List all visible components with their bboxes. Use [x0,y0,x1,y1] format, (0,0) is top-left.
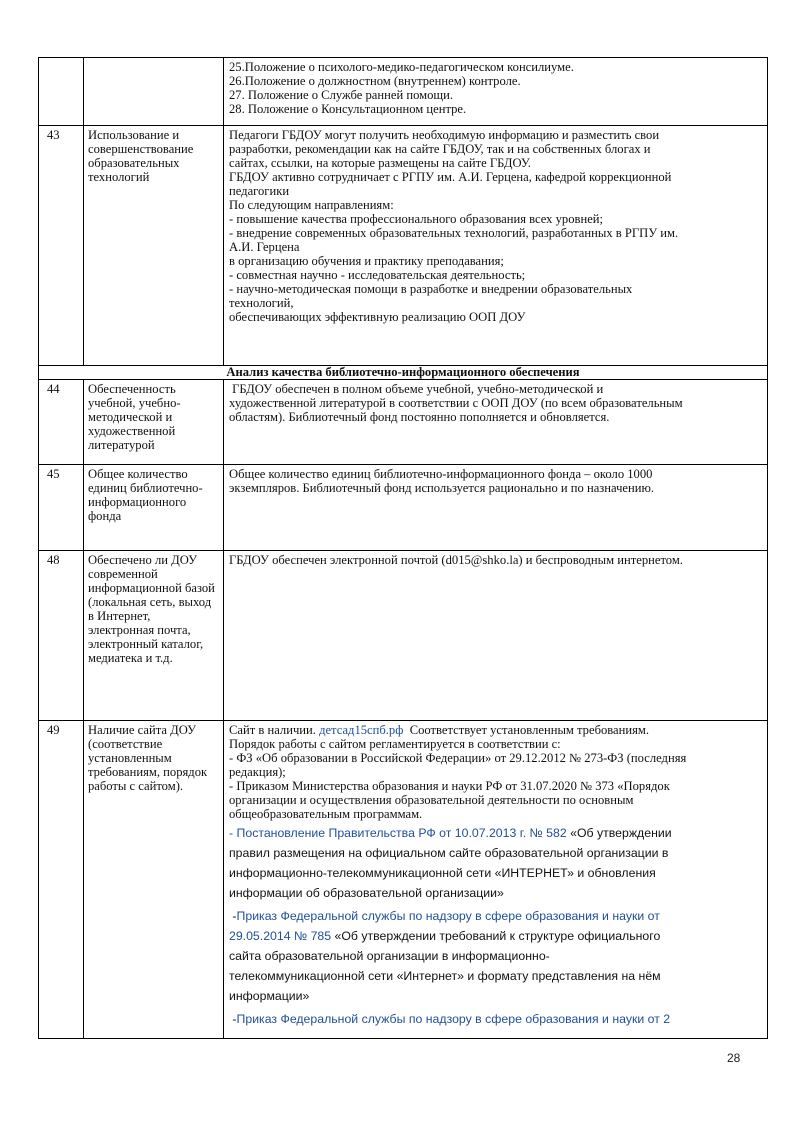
table-row [39,380,768,465]
order-paragraph: -Приказ Федеральной службы по надзору в сфере образования и науки от 2 [229,1012,671,1026]
table-row [39,126,768,366]
row-content: Педагоги ГБДОУ могут получить необходимую информацию и разместить свои разработки, рекомендации как на сайте ГБДОУ, так и на собственных блогах и сайтах, ссылки, на которые размещены на сайте ГБДОУ. ГБДОУ активно сотрудничает с РГПУ им. А.И. Герцена, кафедрой коррекционной педагогики По следующим направлениям: - повышение качества профессионального образования всех уровней; - внедрение современных образовательных технологий, разработанных в РГПУ им. А.И. Герцена в организацию обучения и практику преподавания; - совместная научно - исследовательская деятельность; - научно-методическая помощи в разработке и внедрении образовательных технологий, обеспечивающих эффективную реализацию ООП ДОУ [224,126,768,366]
order-link-date[interactable]: 29.05.2014 № 785 [229,929,332,943]
row-title: Обеспечено ли ДОУ современной информационной базой (локальная сеть, выход в Интернет, электронная почта, электронный каталог, медиатека и т.д. [84,551,224,721]
table-row [39,58,768,126]
row-content: Сайт в наличии. детсад15спб.рф Соответствует установленным требованиям. Порядок работы с сайтом регламентируется в соответствии с: - ФЗ «Об образовании в Российской Федерации» от 29.12.2012 № 273-ФЗ (последняя редакция); - Приказом Министерства образования и науки РФ от 31.07.2020 № 373 «Порядок организации и осуществления образовательной деятельности по основным общеобразовательным программам. - Постановление Правительства РФ от 10.07.2013 г. № 582 «Об утверждении правил размещения на официальном сайте образовательной организации в информационно-телекоммуникационной сети «ИНТЕРНЕТ» и обновления информации об образовательной организации» -Приказ Федеральной службы по надзору в сфере образования и науки от 29.05.2014 № 785 «Об утверждении требований к структуре официального сайта образовательной организации в информационно- телекоммуникационной сети «Интернет» и формату представления на нём информации» -Приказ Федеральной службы по надзору в сфере образования и науки от 2 [224,721,768,1039]
report-table [38,57,768,1039]
row-content-cell: 25.Положение о психолого-медико-педагогическом консилиуме. 26.Положение о должностном (внутреннем) контроле. 27. Положение о Службе ранней помощи. 28. Положение о Консультационном центре. [224,58,768,126]
row-title: Наличие сайта ДОУ (соответствие установленным требованиям, порядок работы с сайтом). [84,721,224,1039]
row-title: Общее количество единиц библиотечно-информационного фонда [84,465,224,551]
row-title: Обеспеченность учебной, учебно-методической и художественной литературой [84,380,224,465]
row-title-cell [84,58,224,126]
section-heading: Анализ качества библиотечно-информационного обеспечения [39,366,768,380]
table-row [39,721,768,1039]
row-content: Общее количество единиц библиотечно-информационного фонда – около 1000 экземпляров. Библиотечный фонд используется рационально и по назначению. [224,465,768,551]
decree-link[interactable]: - Постановление Правительства РФ от 10.07.2013 г. № 582 [229,826,571,840]
order-link[interactable]: Приказ Федеральной службы по надзору в сфере образования и науки от [236,909,660,923]
decree-paragraph: - Постановление Правительства РФ от 10.07.2013 г. № 582 «Об утверждении правил размещения на официальном сайте образовательной организации в информационно-телекоммуникационной сети «ИНТЕРНЕТ» и обновления информации об образовательной организации» [229,826,672,900]
row-number: 44 [39,380,84,465]
row-number: 45 [39,465,84,551]
page-number: 28 [727,1051,741,1065]
site-link[interactable]: детсад15спб.рф [319,723,404,737]
row-title: Использование и совершенствование образовательных технологий [84,126,224,366]
order-paragraph: -Приказ Федеральной службы по надзору в сфере образования и науки от 29.05.2014 № 785 «Об утверждении требований к структуре официального сайта образовательной организации в информационно- телекоммуникационной сети «Интернет» и формату представления на нём информации» [229,909,661,1003]
row-content: ГБДОУ обеспечен электронной почтой (d015@shko.la) и беспроводным интернетом. [224,551,768,721]
order-link[interactable]: Приказ Федеральной службы по надзору в сфере образования и науки от 2 [236,1012,671,1026]
table-row [39,465,768,551]
row-number-cell [39,58,84,126]
table-row [39,551,768,721]
row-number: 43 [39,126,84,366]
row-number: 48 [39,551,84,721]
row-content: ГБДОУ обеспечен в полном объеме учебной, учебно-методической и художественной литературой в соответствии с ООП ДОУ (по всем образовательным областям). Библиотечный фонд постоянно пополняется и обновляется. [224,380,768,465]
row-number: 49 [39,721,84,1039]
section-row [39,366,768,380]
